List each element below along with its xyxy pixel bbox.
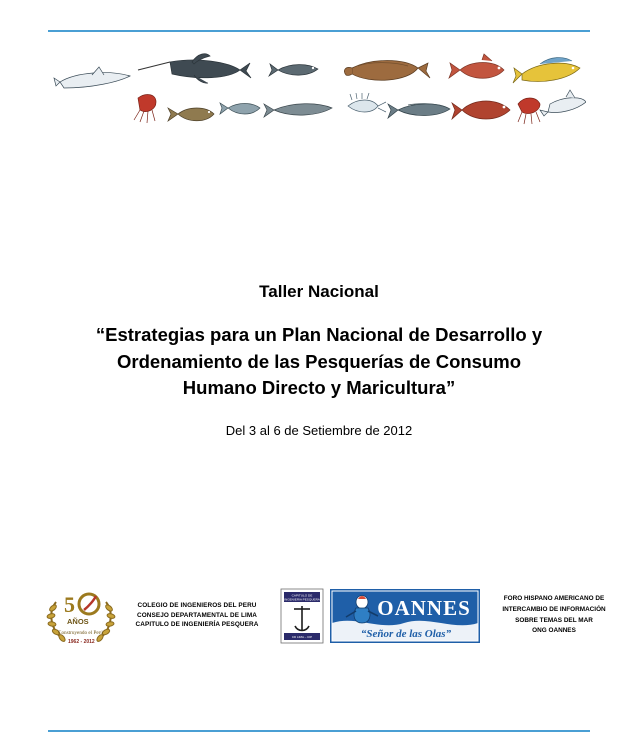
cip-institution-text bbox=[118, 601, 276, 631]
svg-text:INGENIERIA PESQUERA: INGENIERIA PESQUERA bbox=[284, 596, 320, 601]
svg-text:5: 5 bbox=[64, 591, 75, 617]
oannes-block bbox=[324, 589, 620, 643]
document-subtitle-line-2: Ordenamiento de las Pesquerías de Consumo bbox=[116, 350, 522, 372]
capitulo-ingenieria-pesquera-logo bbox=[280, 588, 324, 644]
event-dates: Del 3 al 6 de Setiembre de 2012 bbox=[225, 423, 413, 439]
oannes-logo bbox=[330, 589, 480, 643]
svg-text:AÑOS: AÑOS bbox=[67, 616, 89, 626]
document-title: Taller Nacional bbox=[259, 282, 379, 301]
footer-logos bbox=[44, 578, 606, 653]
document-subtitle-line-1: “Estrategias para un Plan Nacional de Desarrollo y bbox=[95, 324, 543, 346]
svg-text:OANNES: OANNES bbox=[377, 595, 471, 620]
svg-text:CAPITULO DE: CAPITULO DE bbox=[291, 593, 313, 598]
footer-rule bbox=[48, 730, 590, 732]
header-rule bbox=[48, 30, 590, 32]
foro-text-line-3: SOBRE TEMAS DEL MAR bbox=[515, 616, 593, 624]
document-subtitle bbox=[78, 322, 560, 401]
svg-text:Construyendo el Perú: Construyendo el Perú bbox=[58, 629, 103, 636]
cip-text-line-1: COLEGIO DE INGENIEROS DEL PERU bbox=[137, 601, 257, 609]
svg-text:CD LIMA – CIP: CD LIMA – CIP bbox=[291, 634, 313, 639]
cip-block bbox=[44, 584, 324, 648]
svg-text:1962 - 2012: 1962 - 2012 bbox=[68, 638, 95, 645]
foro-text-line-1: FORO HISPANO AMERICANO DE bbox=[503, 594, 605, 602]
foro-institution-text bbox=[488, 594, 620, 638]
fish-illustrations-band bbox=[52, 48, 586, 140]
cip-text-line-2: CONSEJO DEPARTAMENTAL DE LIMA bbox=[137, 611, 257, 619]
cip-text-line-3: CAPITULO DE INGENIERÍA PESQUERA bbox=[135, 621, 259, 629]
svg-text:“Señor de las Olas”: “Señor de las Olas” bbox=[360, 627, 452, 640]
foro-text-line-4: ONG OANNES bbox=[532, 627, 576, 635]
foro-text-line-2: INTERCAMBIO DE INFORMACIÓN bbox=[502, 605, 606, 613]
cip-50-anos-logo bbox=[44, 584, 118, 648]
document-subtitle-line-3: Humano Directo y Maricultura” bbox=[182, 376, 456, 398]
title-block bbox=[60, 282, 578, 438]
